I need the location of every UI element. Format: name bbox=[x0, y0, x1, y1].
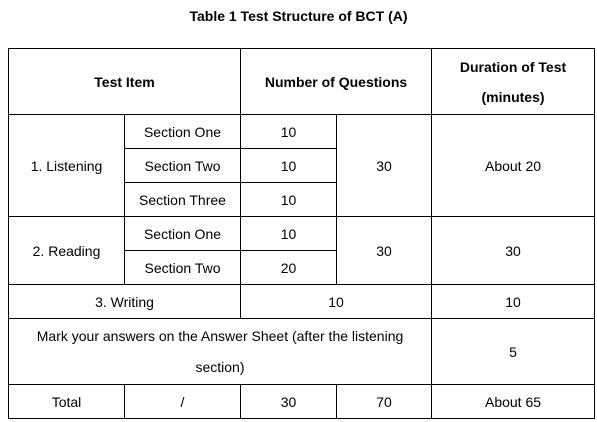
header-row bbox=[9, 49, 595, 115]
listening-section-count: 10 bbox=[241, 183, 337, 217]
total-sub: 30 bbox=[241, 385, 337, 419]
listening-section-name: Section One bbox=[125, 115, 241, 149]
total-duration: About 65 bbox=[432, 385, 595, 419]
table-row bbox=[9, 217, 595, 251]
listening-label: 1. Listening bbox=[9, 115, 125, 217]
header-duration: Duration of Test (minutes) bbox=[432, 49, 595, 115]
header-test-item: Test Item bbox=[9, 49, 241, 115]
listening-section-count: 10 bbox=[241, 149, 337, 183]
header-number-of-questions: Number of Questions bbox=[241, 49, 432, 115]
answer-sheet-row bbox=[9, 319, 595, 385]
writing-duration: 10 bbox=[432, 285, 595, 319]
total-label: Total bbox=[9, 385, 125, 419]
reading-duration: 30 bbox=[432, 217, 595, 285]
listening-total: 30 bbox=[337, 115, 432, 217]
reading-section-name: Section One bbox=[125, 217, 241, 251]
test-structure-table bbox=[8, 48, 595, 419]
total-row bbox=[9, 385, 595, 419]
listening-section-name: Section Three bbox=[125, 183, 241, 217]
answer-sheet-duration: 5 bbox=[432, 319, 595, 385]
reading-total: 30 bbox=[337, 217, 432, 285]
writing-row bbox=[9, 285, 595, 319]
listening-section-name: Section Two bbox=[125, 149, 241, 183]
table-row bbox=[9, 115, 595, 149]
total-count: 70 bbox=[337, 385, 432, 419]
writing-label: 3. Writing bbox=[9, 285, 241, 319]
answer-sheet-note: Mark your answers on the Answer Sheet (after the listening section) bbox=[9, 319, 432, 385]
listening-duration: About 20 bbox=[432, 115, 595, 217]
total-section: / bbox=[125, 385, 241, 419]
writing-count: 10 bbox=[241, 285, 432, 319]
reading-section-count: 10 bbox=[241, 217, 337, 251]
table-title: Table 1 Test Structure of BCT (A) bbox=[189, 8, 408, 24]
reading-label: 2. Reading bbox=[9, 217, 125, 285]
listening-section-count: 10 bbox=[241, 115, 337, 149]
reading-section-count: 20 bbox=[241, 251, 337, 285]
reading-section-name: Section Two bbox=[125, 251, 241, 285]
